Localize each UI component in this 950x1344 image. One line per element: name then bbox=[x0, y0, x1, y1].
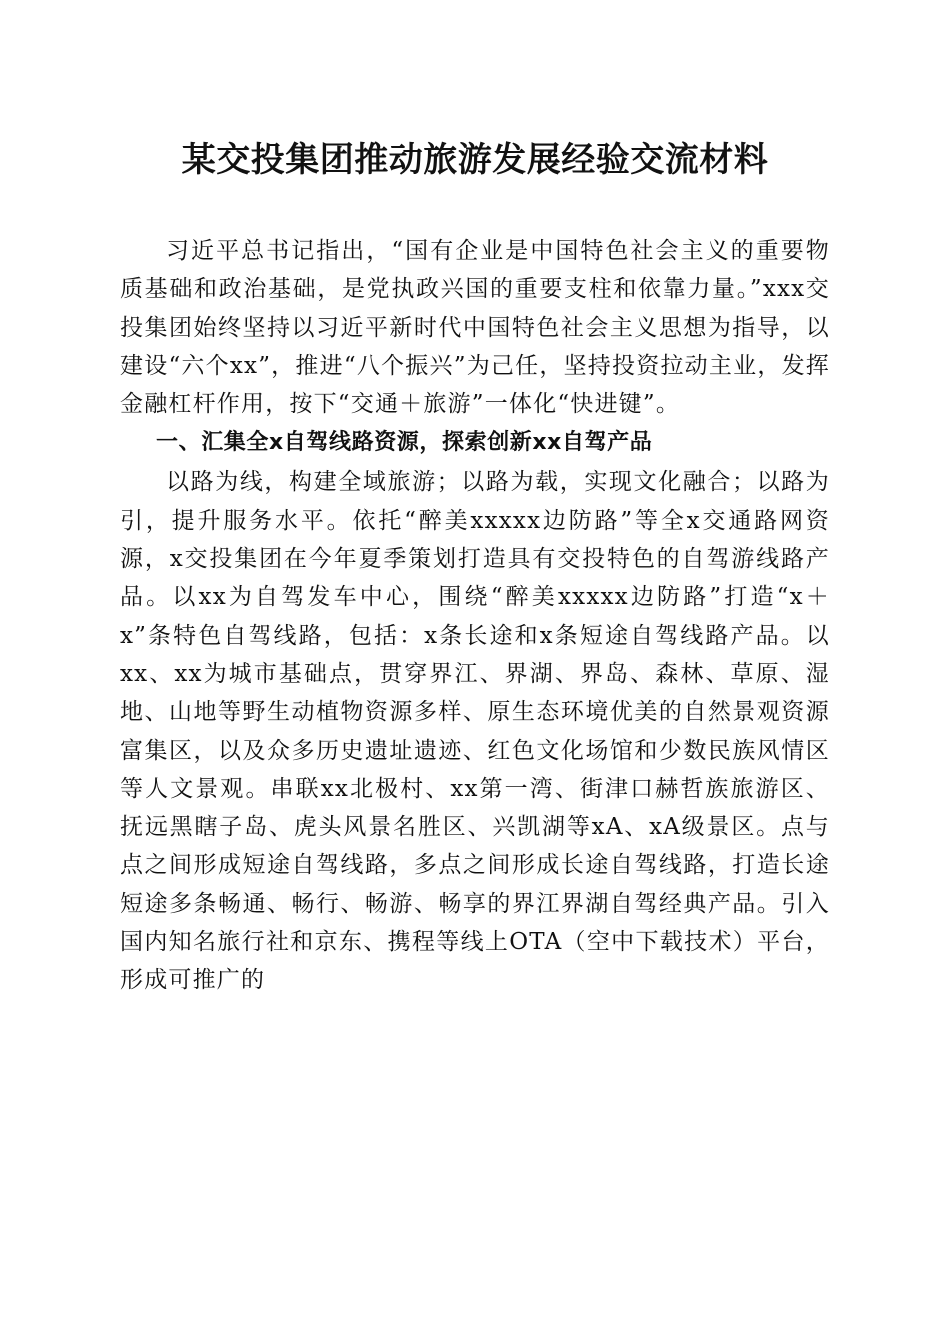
section-heading-1: 一、汇集全x自驾线路资源，探索创新xx自驾产品 bbox=[156, 430, 653, 456]
document-body bbox=[120, 232, 830, 1000]
section-1-paragraph: 以路为线，构建全域旅游；以路为载，实现文化融合；以路为引，提升服务水平。依托“醉美xxxxx边防路”等全x交通路网资源，x交投集团在今年夏季策划打造具有交投特色的自驾游线路产品。以xx为自驾发车中心，围绕“醉美xxxxx边防路”打造“x＋x”条特色自驾线路，包括：x条长途和x条短途自驾线路产品。以xx、xx为城市基础点，贯穿界江、界湖、界岛、森林、草原、湿地、山地等野生动植物资源多样、原生态环境优美的自然景观资源富集区，以及众多历史遗址遗迹、红色文化场馆和少数民族风情区等人文景观。串联xx北极村、xx第一湾、街津口赫哲族旅游区、抚远黑瞎子岛、虎头风景名胜区、兴凯湖等xA、xA级景区。点与点之间形成短途自驾线路，多点之间形成长途自驾线路，打造长途短途多条畅通、畅行、畅游、畅享的界江界湖自驾经典产品。引入国内知名旅行社和京东、携程等线上OTA（空中下载技术）平台，形成可推广的 bbox=[120, 469, 830, 994]
document-title: 某交投集团推动旅游发展经验交流材料 bbox=[181, 140, 769, 180]
intro-paragraph: 习近平总书记指出，“国有企业是中国特色社会主义的重要物质基础和政治基础，是党执政兴国的重要支柱和依靠力量。”xxx交投集团始终坚持以习近平新时代中国特色社会主义思想为指导，以建设“六个xx”，推进“八个振兴”为己任，坚持投资拉动主业，发挥金融杠杆作用，按下“交通＋旅游”一体化“快进键”。 bbox=[120, 238, 830, 418]
